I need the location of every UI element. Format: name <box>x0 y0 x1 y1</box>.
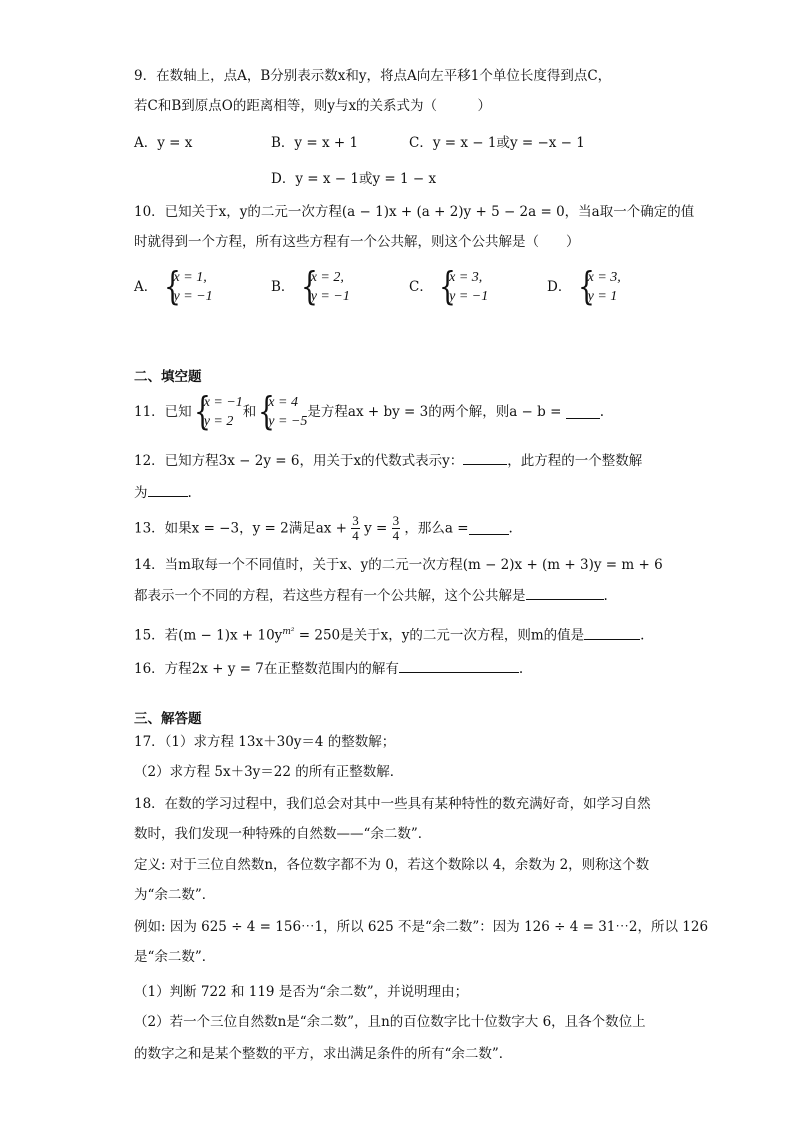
q14-line1: 14．当m取每一个不同值时，关于x、y的二元一次方程(m − 2)x + (m + 3)y = m + 6 <box>134 557 663 573</box>
q18-line1: 18．在数的学习过程中，我们总会对其中一些具有某种特性的数充满好奇，如学习自然 <box>134 796 651 812</box>
q10-option-a-row1: x = 1, <box>173 270 207 285</box>
q11-system-1-row2: y = 2 <box>203 414 234 429</box>
q12-line2-text-b: . <box>187 485 192 501</box>
q10-option-c-system: { x = 3, y = −1 <box>439 264 489 308</box>
q13-end: . <box>508 520 513 537</box>
q10-option-a <box>134 264 213 308</box>
q10-option-d <box>547 264 621 308</box>
q14-answer-blank[interactable] <box>526 587 604 600</box>
q11-suffix: 是方程ax + by = 3的两个解，则a − b = <box>307 404 562 420</box>
section-fill-in-heading: 二、填空题 <box>134 369 202 385</box>
q9-option-a: A．y = x <box>134 135 193 151</box>
q11-system-2: { x = 4 y = −5 <box>258 389 308 433</box>
q10-option-c <box>409 264 489 308</box>
q16-prefix: 16．方程2x + y = 7在正整数范围内的解有 <box>134 661 399 677</box>
q10-option-b-system: { x = 2, y = −1 <box>300 264 350 308</box>
q15-prefix: 15．若(m − 1)x + 10y <box>134 627 283 644</box>
q15-answer-blank[interactable] <box>584 627 640 640</box>
q13-suffix: ，那么a = <box>404 520 469 537</box>
q18-line3: 定义: 对于三位自然数n，各位数字都不为 0，若这个数除以 4，余数为 2，则称这个数 <box>134 857 650 873</box>
q10-option-c-row2: y = −1 <box>449 289 489 304</box>
q11-and: 和 <box>242 404 257 420</box>
q9-option-d: D．y = x − 1或y = 1 − x <box>271 171 437 187</box>
q10-option-b-row2: y = −1 <box>310 289 350 304</box>
q11-line <box>134 389 604 433</box>
q9-line2: 若C和B到原点O的距离相等，则y与x的关系式为（ ） <box>134 98 492 114</box>
q13-fraction-1-denominator: 4 <box>352 528 359 543</box>
q14-line2-text: 都表示一个不同的方程，若这些方程有一个公共解，这个公共解是 <box>134 588 526 604</box>
section-solve-heading: 三、解答题 <box>134 711 202 727</box>
q10-option-c-row1: x = 3, <box>449 270 483 285</box>
q13-fraction-2-denominator: 4 <box>392 528 400 543</box>
q9-option-c: C．y = x − 1或y = −x − 1 <box>409 135 585 151</box>
q11-system-1: { x = −1 y = 2 <box>193 389 243 433</box>
q13-line <box>134 514 513 543</box>
q10-option-d-system: { x = 3, y = 1 <box>577 264 621 308</box>
q13-fraction-2-numerator: 3 <box>392 513 400 528</box>
q10-option-a-label: A． <box>134 279 158 295</box>
q12-answer-blank-1[interactable] <box>463 452 507 465</box>
q14-line2 <box>134 587 608 605</box>
q12-answer-blank-2[interactable] <box>148 484 188 497</box>
q13-prefix: 13．如果x = −3，y = 2满足ax + <box>134 520 347 537</box>
q11-answer-blank[interactable] <box>566 406 600 419</box>
q13-fraction-2 <box>392 514 401 543</box>
q13-answer-blank[interactable] <box>469 522 509 535</box>
q12-line1 <box>134 452 642 470</box>
q17-line2: （2）求方程 5x＋3y＝22 的所有正整数解． <box>134 764 404 780</box>
q12-line1-text-a: 12．已知方程3x − 2y = 6，用关于x的代数式表示y： <box>134 453 464 469</box>
q12-line1-text-b: ，此方程的一个整数解 <box>507 453 643 469</box>
q15-exponent: m² <box>282 627 295 637</box>
q18-line4: 为“余二数”． <box>134 887 216 903</box>
q16-end: . <box>518 661 524 677</box>
q11-system-1-row1: x = −1 <box>203 395 243 410</box>
q11-prefix: 11．已知 <box>134 404 192 420</box>
q14-end: . <box>603 588 608 604</box>
q13-fraction-1 <box>351 514 360 543</box>
q15-line <box>134 623 644 645</box>
q17-line1: 17．（1）求方程 13x＋30y＝4 的整数解； <box>134 734 396 750</box>
q18-line2: 数时，我们发现一种特殊的自然数——“余二数”． <box>134 826 432 842</box>
q10-line1: 10．已知关于x，y的二元一次方程(a − 1)x + (a + 2)y + 5 − 2a = 0，当a取一个确定的值 <box>134 204 695 220</box>
q13-fraction-1-numerator: 3 <box>352 513 359 528</box>
q16-line <box>134 660 523 678</box>
q9-line1: 9．在数轴上，点A，B分别表示数x和y，将点A向左平移1个单位长度得到点C， <box>134 68 612 84</box>
q10-line2: 时就得到一个方程，所有这些方程有一个公共解，则这个公共解是（ ） <box>134 234 580 250</box>
q13-middle: y = <box>364 520 388 537</box>
q10-option-a-row2: y = −1 <box>173 289 213 304</box>
q12-line2 <box>134 484 192 502</box>
q12-line2-text-a: 为 <box>134 485 148 501</box>
q10-option-d-label: D． <box>547 279 572 295</box>
q10-option-d-row1: x = 3, <box>587 270 621 285</box>
q10-option-b-row1: x = 2, <box>310 270 344 285</box>
q18-line5: 例如: 因为 625 ÷ 4 = 156⋯1，所以 625 不是“余二数”：因为 126 ÷ 4 = 31⋯2，所以 126 <box>134 919 709 935</box>
q11-system-2-row1: x = 4 <box>268 395 298 410</box>
q9-option-b: B．y = x + 1 <box>271 135 359 151</box>
q18-line9: 的数字之和是某个整数的平方，求出满足条件的所有“余二数”． <box>134 1046 513 1062</box>
q18-line7: （1）判断 722 和 119 是否为“余二数”，并说明理由； <box>134 984 469 1000</box>
q10-option-b <box>271 264 350 308</box>
q10-option-c-label: C． <box>409 279 433 295</box>
q10-option-b-label: B． <box>271 279 295 295</box>
q10-option-a-system: { x = 1, y = −1 <box>163 264 213 308</box>
q10-option-d-row2: y = 1 <box>587 289 618 304</box>
q16-answer-blank[interactable] <box>399 660 519 673</box>
q15-end: . <box>640 627 645 644</box>
q18-line8: （2）若一个三位自然数n是“余二数”，且n的百位数字比十位数字大 6，且各个数位上 <box>134 1014 646 1030</box>
q11-system-2-row2: y = −5 <box>268 414 308 429</box>
q18-line6: 是“余二数”． <box>134 949 216 965</box>
q15-suffix: = 250是关于x，y的二元一次方程，则m的值是 <box>294 627 585 644</box>
q11-end: . <box>599 404 604 420</box>
